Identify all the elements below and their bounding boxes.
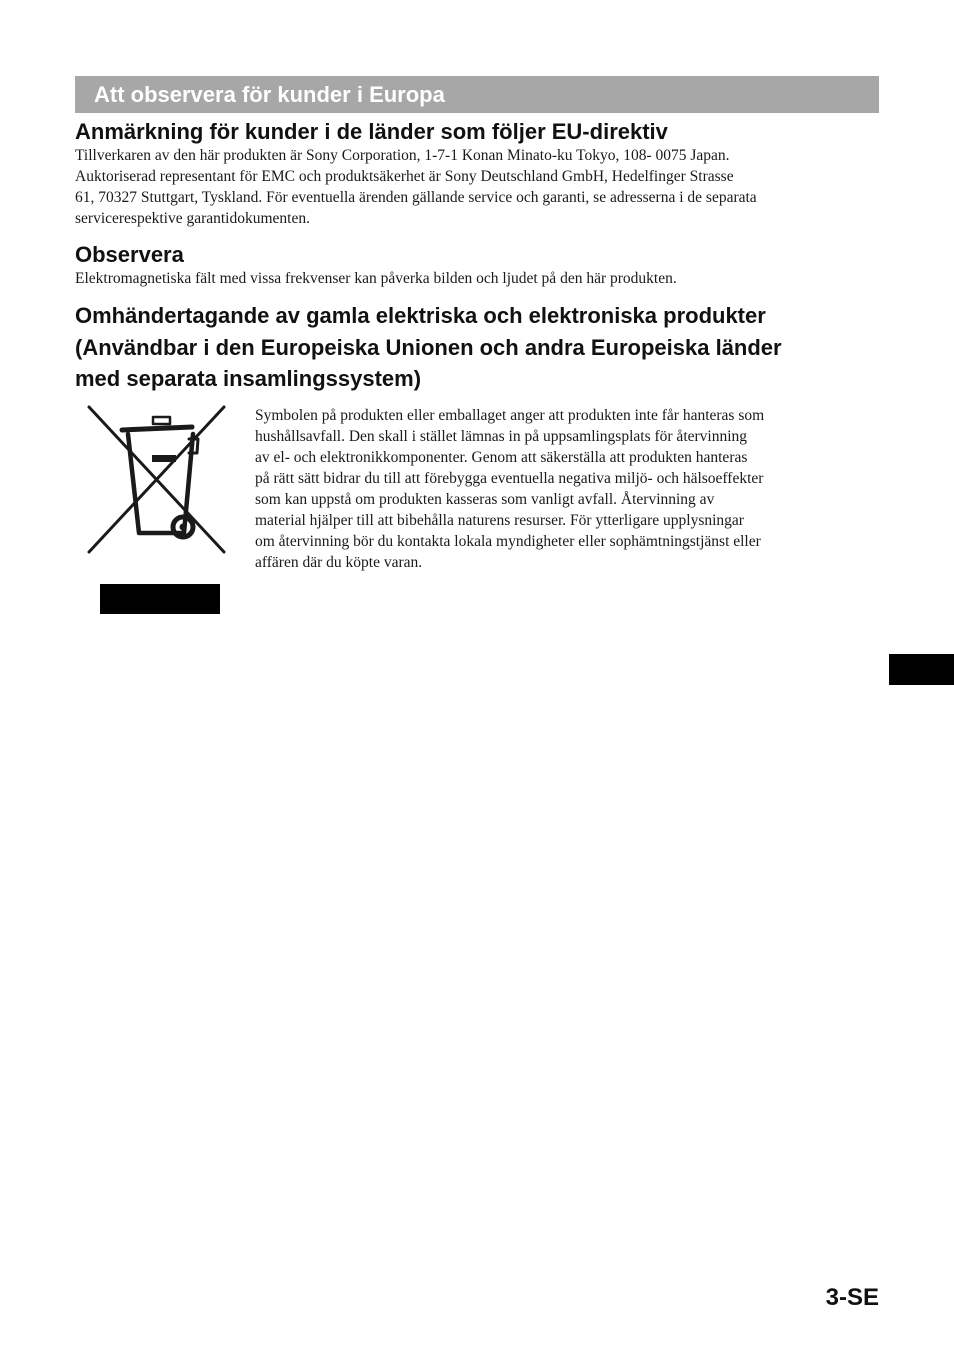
text-line: Symbolen på produkten eller emballaget anger att produkten inte får hanteras som [255,407,765,424]
black-bar-marking [100,584,220,614]
header-banner-title: Att observera för kunder i Europa [94,82,445,107]
text-line: affären där du köpte varan. [255,554,423,571]
text-line: Elektromagnetiska fält med vissa frekvenser kan påverka bilden och ljudet på den här produkten. [75,270,677,287]
thumb-index-tab [889,654,954,685]
eu-directive-text [75,145,885,229]
eu-directive-heading: Anmärkning för kunder i de länder som följer EU-direktiv [75,119,668,144]
text-line: om återvinning bör du kontakta lokala myndigheter eller sophämtningstjänst eller [255,533,761,550]
disposal-heading [75,300,885,395]
observe-heading: Observera [75,242,184,267]
disposal-text [255,405,885,573]
disposal-heading-line: Omhändertagande av gamla elektriska och elektroniska produkter [75,303,766,328]
text-line: på rätt sätt bidrar du till att förebygga eventuella negativa miljö- och hälsoeffekter [255,470,764,487]
disposal-heading-line: (Användbar i den Europeiska Unionen och andra Europeiska länder [75,334,782,360]
text-line: material hjälper till att bibehålla naturens resurser. För ytterligare upplysningar [255,512,744,529]
text-line: Auktoriserad representant för EMC och produktsäkerhet är Sony Deutschland GmbH, Hedelfinger Strasse [75,168,734,185]
observe-text [75,268,885,289]
text-line: hushållsavfall. Den skall i stället lämnas in på uppsamlingsplats för återvinning [255,428,748,445]
crossed-out-wheelie-bin-icon [86,404,230,559]
text-line: Tillverkaren av den här produkten är Sony Corporation, 1-7-1 Konan Minato-ku Tokyo, 108- 0075 Japan. [75,147,730,164]
text-line: servicerespektive garantidokumenten. [75,210,310,227]
disposal-heading-line: med separata insamlingssystem) [75,366,422,391]
text-line: som kan uppstå om produkten kasseras som vanligt avfall. Återvinning av [255,491,715,508]
header-banner [75,76,879,113]
text-line: av el- och elektronikkomponenter. Genom att säkerställa att produkten hanteras [255,449,748,466]
page-number: 3-SE [825,1284,879,1311]
text-line: 61, 70327 Stuttgart, Tyskland. För eventuella ärenden gällande service och garanti, se adresserna i de separata [75,189,757,206]
